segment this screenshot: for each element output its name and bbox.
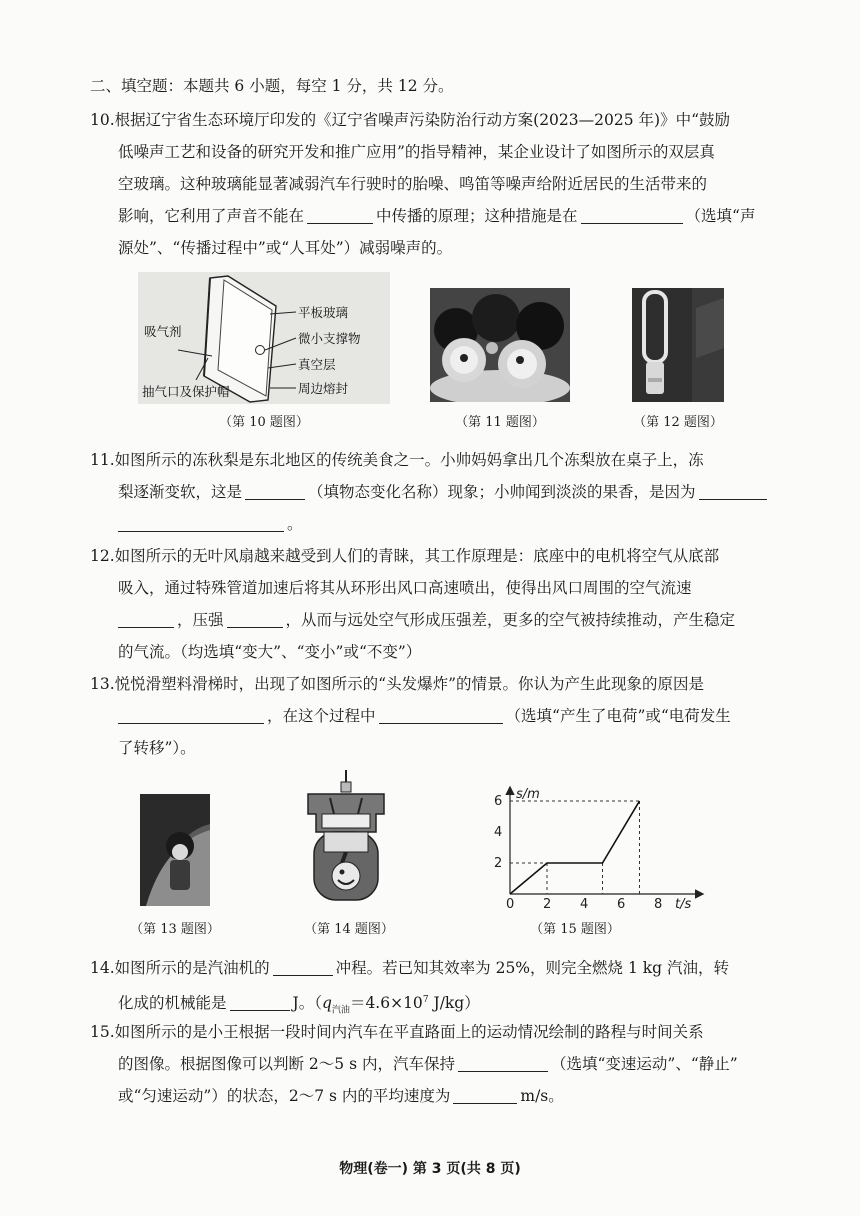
label-flat-glass: 平板玻璃 [298, 305, 349, 320]
q15-answer-blank-1[interactable] [458, 1056, 548, 1072]
q12-line-2: 吸入，通过特殊管道加速后将其从环形出风口高速喷出，使得出风口周围的空气流速 [118, 579, 692, 597]
q11-answer-blank-2[interactable] [699, 484, 767, 500]
y-tick-label: 2 [494, 856, 503, 871]
fig15-caption: （第 15 题图） [530, 922, 620, 937]
q12-line-4: 的气流。（均选填“变大”、“变小”或“不变”） [118, 643, 422, 661]
q14-answer-blank-1[interactable] [273, 960, 333, 976]
fig12-bladeless-fan-photo [632, 288, 724, 402]
q10-line-1: 10.根据辽宁省生态环境厅印发的《辽宁省噪声污染防治行动方案(2023—2025 年)》中“鼓励 [90, 111, 730, 129]
y-tick-label: 4 [494, 825, 503, 840]
x-tick-label: 2 [543, 897, 552, 912]
q10-answer-blank-1[interactable] [307, 208, 373, 224]
label-edge-seal: 周边熔封 [298, 381, 349, 396]
x-tick-label: 6 [617, 897, 626, 912]
y-tick-label: 6 [494, 794, 503, 809]
frozen-pears-image [430, 288, 570, 402]
q13-line-3: 了转移”）。 [118, 739, 196, 757]
x-axis-label: t/s [675, 897, 692, 912]
q14-answer-blank-2[interactable] [230, 995, 290, 1011]
fig13-caption: （第 13 题图） [130, 922, 220, 937]
q11-line-1: 11.如图所示的冻秋梨是东北地区的传统美食之一。小帅妈妈拿出几个冻梨放在桌子上，冻 [90, 451, 704, 469]
q13-line-1: 13.悦悦滑塑料滑梯时，出现了如图所示的“头发爆炸”的情景。你认为产生此现象的原因是 [90, 675, 705, 693]
y-axis-label: s/m [516, 787, 540, 802]
q15-line-3: 或“匀速运动”）的状态，2～7 s 内的平均速度为 m/s。 [118, 1087, 564, 1105]
q10-line-4: 影响，它利用了声音不能在 中传播的原理；这种措施是在 （选填“声 [118, 207, 756, 225]
q11-answer-blank-1[interactable] [245, 484, 305, 500]
label-micro-support: 微小支撑物 [298, 331, 361, 346]
q11-line-3: 。 [118, 514, 303, 534]
label-pump-port-cap: 抽气口及保护帽 [142, 384, 230, 399]
q12-line-3: ，压强 ，从而与远处空气形成压强差，更多的空气被持续推动，产生稳定 [118, 610, 735, 630]
q13-answer-blank-1[interactable] [118, 708, 264, 724]
engine-stroke-drawing [300, 768, 392, 906]
label-vacuum-layer: 真空层 [298, 357, 336, 372]
fig10-vacuum-glass-diagram [138, 272, 390, 404]
q15-answer-blank-2[interactable] [453, 1088, 517, 1104]
q10-line-5: 源处”、“传播过程中”或“人耳处”）减弱噪声的。 [118, 239, 453, 257]
fig14-engine-diagram [300, 768, 392, 906]
q15-line-1: 15.如图所示的是小王根据一段时间内汽车在平直路面上的运动情况绘制的路程与时间关系 [90, 1023, 704, 1041]
q12-answer-blank-2[interactable] [227, 612, 283, 628]
page-footer: 物理(卷一) 第 3 页(共 8 页) [339, 1161, 521, 1177]
x-tick-label: 0 [506, 897, 515, 912]
x-tick-label: 4 [580, 897, 589, 912]
q11-answer-blank-2-cont[interactable] [118, 516, 284, 532]
q10-answer-blank-2[interactable] [581, 208, 683, 224]
x-tick-label: 8 [654, 897, 663, 912]
series-line [510, 801, 640, 894]
section-heading: 二、填空题：本题共 6 小题，每空 1 分，共 12 分。 [90, 77, 454, 95]
bladeless-fan-image [632, 288, 724, 402]
q15-line-2: 的图像。根据图像可以判断 2～5 s 内，汽车保持 （选填“变速运动”、“静止” [118, 1055, 738, 1073]
fig12-caption: （第 12 题图） [633, 415, 723, 430]
q14-line-2: 化成的机械能是 J。（$q_{汽油}=4.6\times 10^7$ J/kg） [118, 994, 480, 1016]
fig11-caption: （第 11 题图） [455, 415, 545, 430]
fig13-slide-photo [140, 794, 210, 906]
q13-line-2: ，在这个过程中 （选填“产生了电荷”或“电荷发生 [118, 706, 731, 726]
slide-hair-image [140, 794, 210, 906]
q11-line-2: 梨逐渐变软，这是 （填物态变化名称）现象；小帅闻到淡淡的果香，是因为 [118, 482, 770, 502]
fig15-s-t-graph [470, 784, 710, 914]
q10-line-2: 低噪声工艺和设备的研究开发和推广应用”的指导精神，某企业设计了如图所示的双层真 [118, 143, 715, 161]
label-getter: 吸气剂 [144, 324, 182, 339]
vacuum-glass-drawing [138, 272, 390, 404]
q13-answer-blank-2[interactable] [379, 708, 503, 724]
fig11-frozen-pears-photo [430, 288, 570, 402]
q14-line-1: 14.如图所示的是汽油机的 冲程。若已知其效率为 25%，则完全燃烧 1 kg 汽油，转 [90, 959, 729, 977]
q10-line-3: 空玻璃。这种玻璃能显著减弱汽车行驶时的胎噪、鸣笛等噪声给附近居民的生活带来的 [118, 175, 708, 193]
fig10-caption: （第 10 题图） [219, 415, 309, 430]
fig14-caption: （第 14 题图） [304, 922, 394, 937]
s-t-chart-svg [470, 784, 710, 914]
q12-answer-blank-1[interactable] [118, 612, 174, 628]
q12-line-1: 12.如图所示的无叶风扇越来越受到人们的青睐，其工作原理是：底座中的电机将空气从底部 [90, 547, 720, 565]
